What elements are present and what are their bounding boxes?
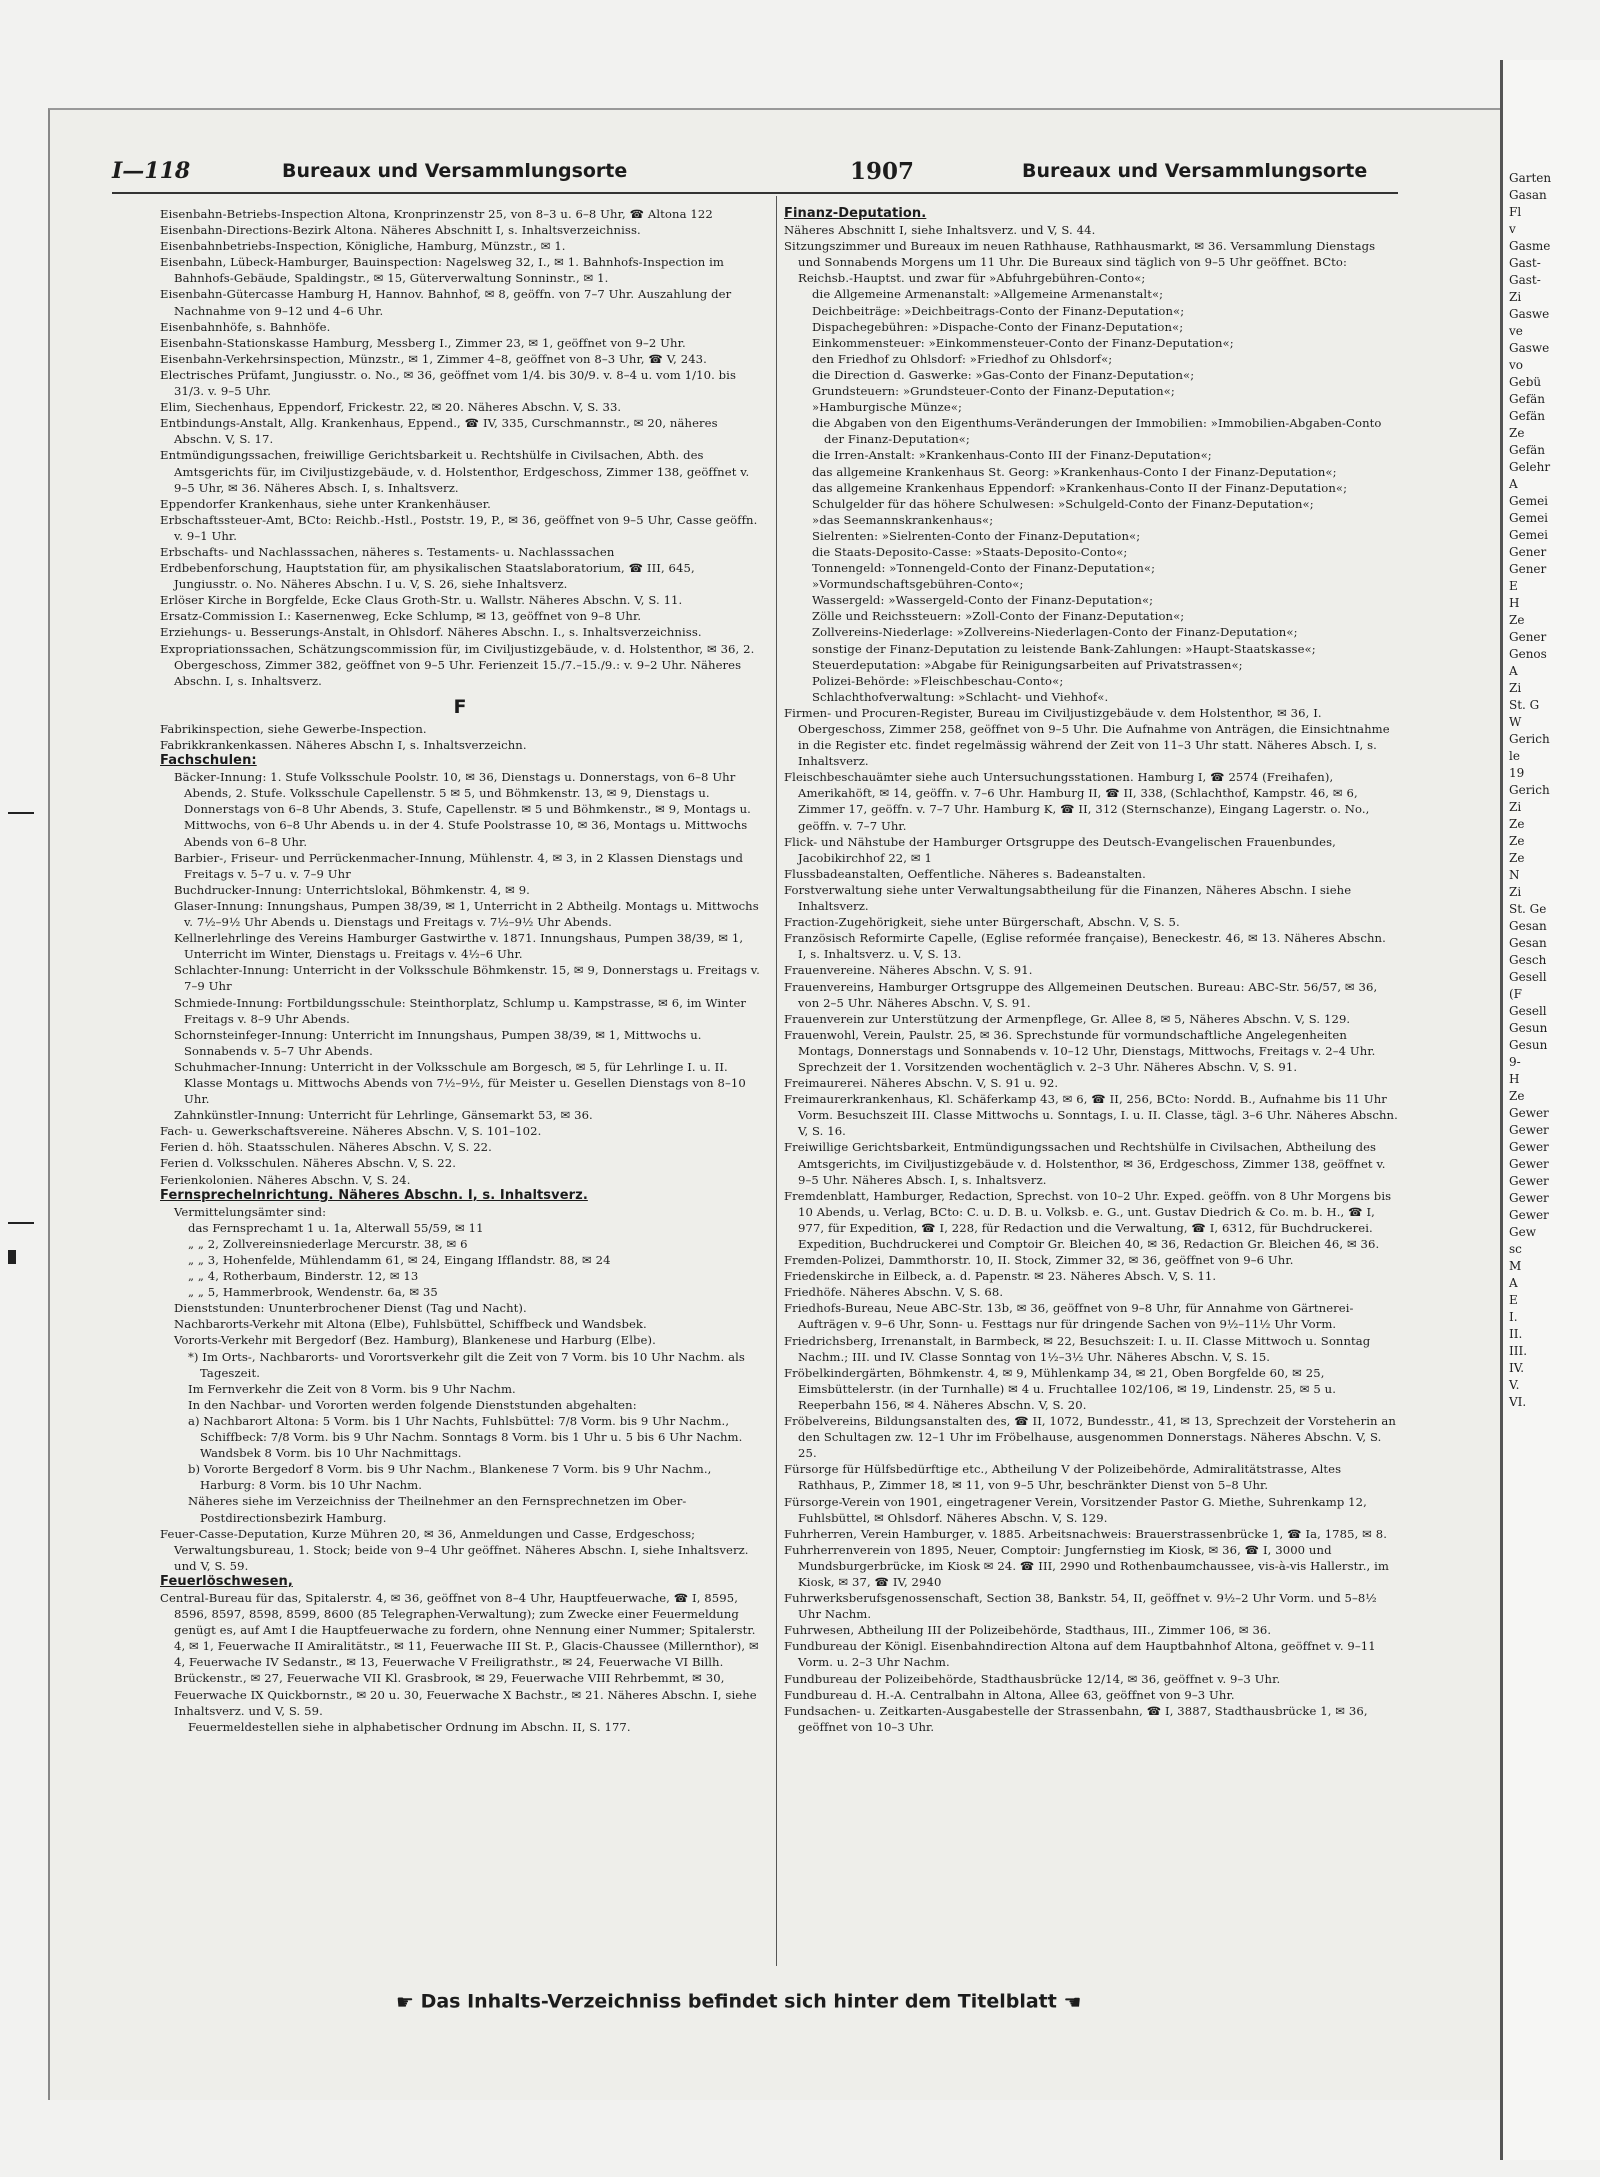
entry: »Hamburgische Münze«; — [812, 400, 962, 415]
entry: Fundbureau d. H.-A. Centralbahn in Altona, Allee 63, geöffnet von 9–3 Uhr. — [784, 1687, 1235, 1702]
entry: In den Nachbar- und Vororten werden folgende Dienststunden abgehalten: — [188, 1397, 637, 1412]
strip-fragment: Gasme — [1509, 239, 1551, 253]
entry: Erdbebenforschung, Hauptstation für, am physikalischen Staatslaboratorium, ☎ III, 645, Jungiusstr. o. No. Näheres Abschn. I u. V, S. 26, siehe Inhaltsverz. — [160, 561, 695, 592]
entry: Nachbarorts-Verkehr mit Altona (Elbe), Fuhlsbüttel, Schiffbeck und Wandsbek. — [174, 1317, 647, 1332]
entry: »das Seemannskrankenhaus«; — [812, 512, 994, 527]
strip-fragment: Gerich — [1509, 732, 1550, 746]
strip-fragment: Zi — [1509, 800, 1522, 814]
entry: Fuhrherren, Verein Hamburger, v. 1885. Arbeitsnachweis: Brauerstrassenbrücke 1, ☎ Ia, 1785, ✉ 8. — [784, 1526, 1388, 1541]
entry: Zölle und Reichssteuern: »Zoll-Conto der Finanz-Deputation«; — [812, 609, 1185, 624]
strip-fragment: 9- — [1509, 1055, 1521, 1069]
strip-fragment: Gast- — [1509, 256, 1541, 270]
strip-fragment: Gefän — [1509, 409, 1546, 423]
entry: Central-Bureau für das, Spitalerstr. 4, ✉ 36, geöffnet von 8–4 Uhr, Hauptfeuerwache, ☎ I, 8595, 8596, 8597, 8598, 8599, 8600 (85 Telegraphen-Verwaltung); zum Zwecke einer Feuermeldung genügt es, auf Amt I die Hauptfeuerwache zu fordern, ohne Nennung einer Nummer; Spitalerstr. 4, ✉ 1, Feuerwache II Amiralitätstr., ✉ 11, Feuerwache III St. P., Glacis-Chaussee (Millernthor), ✉ 4, Feuerwache IV Sedanstr., ✉ 13, Feuerwache V Freiligrathstr., ✉ 24, Feuerwache VI Billh. Brückenstr., ✉ 27, Feuerwache VII Kl. Grasbrook, ✉ 29, Feuerwache VIII Rehrbemmt, ✉ 30, Feuerwache IX Quickbornstr., ✉ 20 u. 30, Feuerwache X Bachstr., ✉ 21. Näheres Abschn. I, siehe Inhaltsverz. und V, S. 59. — [160, 1590, 759, 1718]
strip-fragment: Gesan — [1509, 919, 1547, 933]
entry: Ferien d. Volksschulen. Näheres Abschn. V, S. 22. — [160, 1156, 456, 1171]
entry: Eisenbahn-Betriebs-Inspection Altona, Kronprinzenstr 25, von 8–3 u. 6–8 Uhr, ☎ Altona 122 — [160, 207, 713, 221]
strip-fragment: Gaswe — [1509, 307, 1550, 321]
year-label: 1907 — [850, 158, 915, 185]
strip-fragment: Gesell — [1509, 1004, 1547, 1018]
entry: Kellnerlehrlinge des Vereins Hamburger Gastwirthe v. 1871. Innungshaus, Pumpen 38/39, ✉ 1, Unterricht im Winter, Dienstags u. Freitags v. 4½–6 Uhr. — [174, 931, 744, 962]
strip-fragment: Gewer — [1509, 1208, 1549, 1222]
entry: Schmiede-Innung: Fortbildungsschule: Steinthorplatz, Schlump u. Kampstrasse, ✉ 6, im Winter Freitags v. 8–9 Uhr Abends. — [174, 995, 747, 1026]
strip-fragment: Zi — [1509, 885, 1522, 899]
entry: Forstverwaltung siehe unter Verwaltungsabtheilung für die Finanzen, Näheres Abschn. I siehe Inhaltsverz. — [784, 882, 1352, 914]
entry: Erbschafts- und Nachlasssachen, näheres s. Testaments- u. Nachlasssachen — [160, 544, 615, 559]
strip-fragment: Fl — [1509, 205, 1522, 219]
page-header — [112, 158, 1492, 192]
entry: die Direction d. Gaswerke: »Gas-Conto der Finanz-Deputation«; — [812, 367, 1195, 382]
entry: „ „ 4, Rotherbaum, Binderstr. 12, ✉ 13 — [188, 1269, 419, 1284]
strip-fragment: Gemei — [1509, 528, 1549, 542]
strip-fragment: vo — [1509, 358, 1524, 372]
strip-fragment: II. — [1509, 1327, 1523, 1341]
strip-fragment: Gefän — [1509, 443, 1546, 457]
strip-fragment: Gasan — [1509, 188, 1547, 202]
strip-fragment: sc — [1509, 1242, 1522, 1256]
entry: Barbier-, Friseur- und Perrückenmacher-Innung, Mühlenstr. 4, ✉ 3, in 2 Klassen Dienstags und Freitags v. 5–7 u. v. 7–9 Uhr — [174, 850, 744, 881]
strip-fragment: ve — [1509, 324, 1523, 338]
strip-fragment: Gewer — [1509, 1140, 1549, 1154]
entry: Friedrichsberg, Irrenanstalt, in Barmbeck, ✉ 22, Besuchszeit: I. u. II. Classe Mittwoch u. Sonntag Nachm.; III. und IV. Classe Sonntag von 1½–3½ Uhr. Näheres Abschn. V, S. 15. — [784, 1333, 1371, 1364]
pointing-hand-icon: ☚ — [1063, 1990, 1082, 2014]
strip-fragment: Ze — [1509, 426, 1525, 440]
entry: sonstige der Finanz-Deputation zu leistende Bank-Zahlungen: »Haupt-Staatskasse«; — [812, 641, 1316, 656]
entry: Ersatz-Commission I.: Kasernenweg, Ecke Schlump, ✉ 13, geöffnet von 9–8 Uhr. — [160, 609, 642, 624]
entry: Fraction-Zugehörigkeit, siehe unter Bürgerschaft, Abschn. V, S. 5. — [784, 915, 1180, 930]
footer-notice — [396, 1990, 1296, 2020]
strip-fragment: le — [1509, 749, 1520, 763]
strip-fragment: Gesch — [1509, 953, 1547, 967]
entry: Schulgelder für das höhere Schulwesen: »Schulgeld-Conto der Finanz-Deputation«; — [812, 496, 1314, 511]
entry: die Irren-Anstalt: »Krankenhaus-Conto III der Finanz-Deputation«; — [812, 448, 1212, 463]
entry: Vororts-Verkehr mit Bergedorf (Bez. Hamburg), Blankenese und Harburg (Elbe). — [174, 1333, 656, 1348]
strip-fragment: Gemei — [1509, 494, 1549, 508]
strip-fragment: Garten — [1509, 171, 1552, 185]
entry: Schlachthofverwaltung: »Schlacht- und Viehhof«. — [812, 689, 1109, 704]
entry: Flussbadeanstalten, Oeffentliche. Näheres s. Badeanstalten. — [784, 866, 1146, 881]
entry: Eisenbahn, Lübeck-Hamburger, Bauinspection: Nagelsweg 32, I., ✉ 1. Bahnhofs-Inspection im Bahnhofs-Gebäude, Spaldingstr., ✉ 15, Güterverwaltung Sonninstr., ✉ 1. — [160, 255, 724, 286]
entry: das allgemeine Krankenhaus St. Georg: »Krankenhaus-Conto I der Finanz-Deputation«; — [812, 464, 1337, 479]
strip-fragment: Ze — [1509, 834, 1525, 848]
entry: Buchdrucker-Innung: Unterrichtslokal, Böhmkenstr. 4, ✉ 9. — [174, 882, 530, 897]
strip-fragment: V. — [1509, 1378, 1520, 1392]
entry: Eisenbahn-Gütercasse Hamburg H, Hannov. Bahnhof, ✉ 8, geöffn. von 7–7 Uhr. Auszahlung der Nachnahme von 9–12 und 4–6 Uhr. — [160, 287, 732, 318]
entry: „ „ 2, Zollvereinsniederlage Mercurstr. 38, ✉ 6 — [188, 1236, 468, 1251]
entry: das Fernsprechamt 1 u. 1a, Alterwall 55/59, ✉ 11 — [188, 1220, 484, 1235]
entry: Bäcker-Innung: 1. Stufe Volksschule Poolstr. 10, ✉ 36, Dienstags u. Donnerstags, von 6–8 Uhr Abends, 2. Stufe. Volksschule Capellenstr. 5 ✉ 5, und Böhmkenstr. 13, ✉ 9, Dienstags u. Donnerstags von 6–8 Uhr Abends, 3. Stufe, Capellenstr. ✉ 5 und Böhmkenstr., ✉ 9, Montags u. Mittwochs, von 6–8 Uhr Abends u. in der 4. Stufe Poolstrasse 10, ✉ 36, Montags u. Mittwochs Abends von 6–8 Uhr. — [174, 770, 751, 849]
strip-fragment: Gewer — [1509, 1123, 1549, 1137]
entry: Fuhrherrenverein von 1895, Neuer, Comptoir: Jungfernstieg im Kiosk, ✉ 36, ☎ I, 3000 und Mundsburgerbrücke, im Kiosk ✉ 24. ☎ III, 2990 und Rothenbaumchaussee, vis-à-vis Hallerstr., im Kiosk, ✉ 37, ☎ IV, 2940 — [784, 1542, 1390, 1589]
entry: Eisenbahn-Directions-Bezirk Altona. Näheres Abschnitt I, s. Inhaltsverzeichniss. — [160, 223, 641, 238]
strip-fragment: St. Ge — [1509, 902, 1547, 916]
entry: Dispachegebühren: »Dispache-Conto der Finanz-Deputation«; — [812, 319, 1184, 334]
entry: Fundbureau der Königl. Eisenbahndirection Altona auf dem Hauptbahnhof Altona, geöffnet v. 9–11 Vorm. u. 2–3 Uhr Nachm. — [784, 1639, 1376, 1670]
strip-fragment: IV. — [1509, 1361, 1525, 1375]
entry: Fach- u. Gewerkschaftsvereine. Näheres Abschn. V, S. 101–102. — [160, 1124, 542, 1139]
entry: Friedenskirche in Eilbeck, a. d. Papenstr. ✉ 23. Näheres Absch. V, S. 11. — [784, 1269, 1217, 1284]
strip-fragment: H — [1509, 596, 1520, 610]
entry: Freimaurerei. Näheres Abschn. V, S. 91 u. 92. — [784, 1076, 1059, 1091]
strip-fragment: Ze — [1509, 1089, 1525, 1103]
strip-fragment: Zi — [1509, 290, 1522, 304]
entry: den Friedhof zu Ohlsdorf: »Friedhof zu Ohlsdorf«; — [812, 351, 1113, 366]
entry: Frauenwohl, Verein, Paulstr. 25, ✉ 36. Sprechstunde für vormundschaftliche Angelegenheiten Montags, Donnerstags und Sonnabends v. 10–12 Uhr, Dienstags, Mittwochs, Freitags v. 2–4 Uhr. Sprechzeit der 1. Vorsitzenden wochentäglich v. 2–3 Uhr. Näheres Abschn. V, S. 91. — [784, 1027, 1376, 1074]
entry: Fleischbeschauämter siehe auch Untersuchungsstationen. Hamburg I, ☎ 2574 (Freihafen), Amerikahöft, ✉ 14, geöffn. v. 7–6 Uhr. Hamburg II, ☎ II, 338, (Schlachthof, Kampstr. 46, ✉ 6, Zimmer 17, geöffn. v. 7–7 Uhr. Hamburg K, ☎ II, 312 (Sternschanze), Eingang Lagerstr. o. No., geöffn. v. 7–7 Uhr. — [784, 770, 1370, 833]
strip-fragment: (F — [1509, 987, 1523, 1001]
entry: Feuer-Casse-Deputation, Kurze Mühren 20, ✉ 36, Anmeldungen und Casse, Erdgeschoss; Verwaltungsbureau, 1. Stock; beide von 9–4 Uhr geöffnet. Näheres Abschn. I, siehe Inhaltsverz. und V, S. 59. — [160, 1526, 749, 1573]
strip-fragment: St. G — [1509, 698, 1540, 712]
entry: das allgemeine Krankenhaus Eppendorf: »Krankenhaus-Conto II der Finanz-Deputation«; — [812, 480, 1348, 495]
strip-fragment: H — [1509, 1072, 1520, 1086]
entry: *) Im Orts-, Nachbarorts- und Vorortsverkehr gilt die Zeit von 7 Vorm. bis 10 Uhr Nachm. als Tageszeit. — [188, 1349, 745, 1380]
entry: Entbindungs-Anstalt, Allg. Krankenhaus, Eppend., ☎ IV, 335, Curschmannstr., ✉ 20, näheres Abschn. V, S. 17. — [160, 416, 718, 447]
entry: Eisenbahn-Stationskasse Hamburg, Messberg I., Zimmer 23, ✉ 1, geöffnet von 9–2 Uhr. — [160, 335, 686, 350]
entry: Fundsachen- u. Zeitkarten-Ausgabestelle der Strassenbahn, ☎ I, 3887, Stadthausbrücke 1, ✉ 36, geöffnet von 10–3 Uhr. — [784, 1703, 1368, 1734]
entry: Freiwillige Gerichtsbarkeit, Entmündigungssachen und Rechtshülfe in Civilsachen, Abtheilung des Amtsgerichts, im Civiljustizgebäude v. d. Holstenthor, ✉ 36, Erdgeschoss, Zimmer 138, geöffnet v. 9–5 Uhr. Näheres Absch. I, s. Inhaltsverz. — [784, 1140, 1386, 1187]
strip-fragment: v — [1509, 222, 1516, 236]
footer-text: Das Inhalts-Verzeichniss befindet sich hinter dem Titelblatt — [420, 1990, 1057, 2013]
entry: Polizei-Behörde: »Fleischbeschau-Conto«; — [812, 673, 1064, 688]
entry: Erbschaftssteuer-Amt, BCto: Reichb.-Hstl., Poststr. 19, P., ✉ 36, geöffnet von 9–5 Uhr, Casse geöffn. v. 9–1 Uhr. — [160, 512, 758, 543]
page-number: I—118 — [112, 158, 191, 184]
entry: „ „ 5, Hammerbrook, Wendenstr. 6a, ✉ 35 — [188, 1285, 438, 1300]
entry: Ferienkolonien. Näheres Abschn. V, S. 24. — [160, 1172, 411, 1187]
entry: Schornsteinfeger-Innung: Unterricht im Innungshaus, Pumpen 38/39, ✉ 1, Mittwochs u. Sonnabends v. 5–7 Uhr Abends. — [174, 1027, 702, 1058]
entry: Wassergeld: »Wassergeld-Conto der Finanz-Deputation«; — [812, 593, 1154, 608]
strip-fragment: 19 — [1509, 766, 1525, 780]
entry: Zollvereins-Niederlage: »Zollvereins-Niederlagen-Conto der Finanz-Deputation«; — [812, 625, 1298, 640]
right-running-title: Bureaux und Versammlungsorte — [1022, 160, 1368, 182]
pointing-hand-icon: ☛ — [396, 1990, 414, 2014]
entry: Fremdenblatt, Hamburger, Redaction, Sprechst. von 10–2 Uhr. Exped. geöffn. von 8 Uhr Morgens bis 10 Abends, u. Verlag, BCto: C. u. D. B. u. Volksb. e. G., unt. Gustav Diedrich & Co. m. b. H., ☎ I, 977, für Expedition, ☎ I, 228, für Redaction und die Verwaltung, ☎ I, 6312, für Buchdruckerei. Expedition, Buchdruckerei und Comptoir Gr. Bleichen 40, ✉ 36, Redaction Gr. Bleichen 46, ✉ 36. — [784, 1188, 1392, 1251]
entry: Im Fernverkehr die Zeit von 8 Vorm. bis 9 Uhr Nachm. — [188, 1381, 516, 1396]
left-running-title: Bureaux und Versammlungsorte — [282, 160, 628, 182]
entry: Einkommensteuer: »Einkommensteuer-Conto der Finanz-Deputation«; — [812, 335, 1234, 350]
entry: Flick- und Nähstube der Hamburger Ortsgruppe des Deutsch-Evangelischen Frauenbundes, Jacobikirchhof 22, ✉ 1 — [784, 834, 1336, 865]
entry: Frauenvereins, Hamburger Ortsgruppe des Allgemeinen Deutschen. Bureau: ABC-Str. 56/57, ✉ 36, von 2–5 Uhr. Näheres Abschn. V, S. 91. — [784, 979, 1378, 1010]
entry: Friedhofs-Bureau, Neue ABC-Str. 13b, ✉ 36, geöffnet von 9–8 Uhr, für Annahme von Gärtnerei-Aufträgen v. 9–6 Uhr, Sonn- u. Festtags nur für dringende Sachen von 9½–11½ Uhr Vorm. — [784, 1301, 1354, 1332]
margin-block — [8, 1250, 16, 1264]
strip-fragment: Gast- — [1509, 273, 1541, 287]
entry: Französisch Reformirte Capelle, (Eglise reformée française), Beneckestr. 46, ✉ 13. Näheres Abschn. I, s. Inhaltsverz. u. V, S. 13. — [784, 931, 1386, 962]
strip-fragment: Ze — [1509, 613, 1525, 627]
strip-fragment: Gewer — [1509, 1106, 1549, 1120]
entry: b) Vororte Bergedorf 8 Vorm. bis 9 Uhr Nachm., Blankenese 7 Vorm. bis 9 Uhr Nachm., Harburg: 8 Vorm. bis 10 Uhr Nachm. — [188, 1462, 712, 1493]
entry: Ferien d. höh. Staatsschulen. Näheres Abschn. V, S. 22. — [160, 1140, 492, 1155]
entry: Näheres siehe im Verzeichniss der Theilnehmer an den Fernsprechnetzen im Ober-Postdirectionsbezirk Hamburg. — [188, 1494, 687, 1525]
entry: Frauenvereine. Näheres Abschn. V, S. 91. — [784, 963, 1033, 978]
strip-fragment: Gener — [1509, 545, 1547, 559]
entry: Eisenbahn-Verkehrsinspection, Münzstr., ✉ 1, Zimmer 4–8, geöffnet von 8–3 Uhr, ☎ V, 243. — [160, 351, 707, 366]
strip-fragment: III. — [1509, 1344, 1528, 1358]
strip-fragment: E — [1509, 579, 1518, 593]
strip-fragment: Gesell — [1509, 970, 1547, 984]
left-margin-marks — [0, 0, 40, 2177]
entry: Fröbelvereins, Bildungsanstalten des, ☎ II, 1072, Bundesstr., 41, ✉ 13, Sprechzeit der Vorsteherin an den Schultagen zw. 12–1 Uhr im Fröbelhause, ausgenommen Donnerstags. Näheres Abschn. V, S. 25. — [784, 1414, 1396, 1461]
entry: Firmen- und Procuren-Register, Bureau im Civiljustizgebäude v. dem Holstenthor, ✉ 36, I. Obergeschoss, Zimmer 258, geöffnet von 9–5 Uhr. Die Aufnahme von Anträgen, die Einsichtnahme in die Register etc. findet regelmässig während der Zeit von 11–3 Uhr statt. Näheres Absch. I, s. Inhaltsverz. — [784, 705, 1390, 769]
entry: Fröbelkindergärten, Böhmkenstr. 4, ✉ 9, Mühlenkamp 34, ✉ 21, Oben Borgfelde 60, ✉ 25, Eimsbüttelerstr. (in der Turnhalle) ✉ 4 u. Fruchtallee 102/106, ✉ 19, Lindenstr. 25, ✉ 5 u. Reeperbahn 156, ✉ 4. Näheres Abschn. V, S. 20. — [784, 1365, 1336, 1412]
entry: Feuermeldestellen siehe in alphabetischer Ordnung im Abschn. II, S. 177. — [188, 1719, 631, 1734]
section-heading: Fachschulen: — [160, 753, 257, 769]
entry: Frauenverein zur Unterstützung der Armenpflege, Gr. Allee 8, ✉ 5, Näheres Abschn. V, S. 129. — [784, 1011, 1351, 1026]
entry: „ „ 3, Hohenfelde, Mühlendamm 61, ✉ 24, Eingang Ifflandstr. 88, ✉ 24 — [188, 1253, 611, 1267]
entry: Fundbureau der Polizeibehörde, Stadthausbrücke 12/14, ✉ 36, geöffnet v. 9–3 Uhr. — [784, 1671, 1281, 1686]
entry: Zahnkünstler-Innung: Unterricht für Lehrlinge, Gänsemarkt 53, ✉ 36. — [174, 1108, 593, 1123]
entry: Eppendorfer Krankenhaus, siehe unter Krankenhäuser. — [160, 496, 491, 511]
margin-tick — [8, 1222, 34, 1224]
strip-fragment: Gemei — [1509, 511, 1549, 525]
left-column — [160, 206, 760, 1976]
strip-fragment: Gener — [1509, 630, 1547, 644]
margin-tick — [8, 812, 34, 814]
entry: Fuhrwerksberufsgenossenschaft, Section 38, Bankstr. 54, II, geöffnet v. 9½–2 Uhr Vorm. und 5–8½ Uhr Nachm. — [784, 1591, 1377, 1622]
entry: Fremden-Polizei, Dammthorstr. 10, II. Stock, Zimmer 32, ✉ 36, geöffnet von 9–6 Uhr. — [784, 1253, 1294, 1268]
strip-fragment: A — [1509, 664, 1518, 678]
strip-fragment: Gebü — [1509, 375, 1542, 389]
section-heading: Finanz-Deputation. — [784, 206, 927, 221]
adjacent-page-strip — [1500, 60, 1600, 2160]
right-column — [784, 206, 1398, 1976]
entry: die Allgemeine Armenanstalt: »Allgemeine Armenanstalt«; — [812, 287, 1164, 302]
entry: Fürsorge-Verein von 1901, eingetragener Verein, Vorsitzender Pastor G. Miethe, Suhrenkamp 12, Fuhlsbüttel, ✉ Ohlsdorf. Näheres Abschn. V, S. 129. — [784, 1494, 1367, 1525]
entry: Erlöser Kirche in Borgfelde, Ecke Claus Groth-Str. u. Wallstr. Näheres Abschn. V, S. 11. — [160, 593, 683, 608]
header-rule — [112, 192, 1398, 194]
entry: Fabrikinspection, siehe Gewerbe-Inspection. — [160, 721, 427, 736]
entry: Expropriationssachen, Schätzungscommission für, im Civiljustizgebäude, v. d. Holstenthor, ✉ 36, 2. Obergeschoss, Zimmer 382, geöffnet von 9–5 Uhr. Ferienzeit 15./7.–15./9.: v. 9–2 Uhr. Näheres Abschn. I, s. Inhaltsverz. — [160, 641, 755, 688]
strip-fragment: E — [1509, 1293, 1518, 1307]
strip-fragment: M — [1509, 1259, 1522, 1273]
entry: Näheres Abschnitt I, siehe Inhaltsverz. und V, S. 44. — [784, 223, 1096, 238]
strip-fragment: A — [1509, 477, 1518, 491]
entry: Eisenbahnhöfe, s. Bahnhöfe. — [160, 319, 331, 334]
column-divider — [776, 196, 777, 1966]
strip-fragment: Gelehr — [1509, 460, 1551, 474]
entry: Tonnengeld: »Tonnengeld-Conto der Finanz-Deputation«; — [812, 561, 1156, 576]
strip-fragment: Gewer — [1509, 1174, 1549, 1188]
entry: Glaser-Innung: Innungshaus, Pumpen 38/39, ✉ 1, Unterricht in 2 Abtheilg. Montags u. Mittwochs v. 7½–9½ Uhr Abends u. Dienstags und Freitags v. 7½–9½ Uhr Abends. — [174, 898, 759, 930]
strip-fragment: Genos — [1509, 647, 1547, 661]
entry: Grundsteuern: »Grundsteuer-Conto der Finanz-Deputation«; — [812, 384, 1175, 399]
entry: Friedhöfe. Näheres Abschn. V, S. 68. — [784, 1285, 1004, 1300]
strip-fragment: Gaswe — [1509, 341, 1550, 355]
strip-fragment: N — [1509, 868, 1520, 882]
entry: Electrisches Prüfamt, Jungiusstr. o. No., ✉ 36, geöffnet vom 1/4. bis 30/9. v. 8–4 u. vom 1/10. bis 31/3. v. 9–5 Uhr. — [160, 367, 737, 399]
strip-fragment: Gefän — [1509, 392, 1546, 406]
entry: Vermittelungsämter sind: — [174, 1204, 327, 1219]
entry: Schuhmacher-Innung: Unterricht in der Volksschule am Borgesch, ✉ 5, für Lehrlinge I. u. II. Klasse Montags u. Mittwochs Abends von 7½–9½, für Meister u. Gesellen Dienstags von 8–10 Uhr. — [174, 1059, 746, 1107]
entry: Dienststunden: Ununterbrochener Dienst (Tag und Nacht). — [174, 1301, 527, 1316]
strip-fragment: Gener — [1509, 562, 1547, 576]
entry: Entmündigungssachen, freiwillige Gerichtsbarkeit u. Rechtshülfe in Civilsachen, Abth. des Amtsgerichts für, im Civiljustizgebäude, v. d. Holstenthor, Erdgeschoss, Zimmer 138, geöffnet v. 9–5 Uhr, ✉ 36. Näheres Absch. I, s. Inhaltsverz. — [160, 448, 750, 495]
strip-fragment: Ze — [1509, 851, 1525, 865]
strip-fragment: Gewer — [1509, 1157, 1549, 1171]
alphabet-letter: F — [453, 695, 467, 718]
entry: Schlachter-Innung: Unterricht in der Volksschule Böhmkenstr. 15, ✉ 9, Donnerstags u. Freitags v. 7–9 Uhr — [174, 963, 760, 994]
entry: a) Nachbarort Altona: 5 Vorm. bis 1 Uhr Nachts, Fuhlsbüttel: 7/8 Vorm. bis 9 Uhr Nachm., Schiffbeck: 7/8 Vorm. bis 9 Uhr Nachm. Sonntags 8 Vorm. bis 1 Uhr u. 5 bis 6 Uhr Nachm. Wandsbek 8 Vorm. bis 10 Uhr Nachmittags. — [188, 1413, 743, 1461]
entry: Fuhrwesen, Abtheilung III der Polizeibehörde, Stadthaus, III., Zimmer 106, ✉ 36. — [784, 1623, 1272, 1638]
entry: Fürsorge für Hülfsbedürftige etc., Abtheilung V der Polizeibehörde, Admiralitätstrasse, Altes Rathhaus, P., Zimmer 18, ✉ 11, von 9–5 Uhr, beschränkter Dienst von 5–8 Uhr. — [784, 1462, 1342, 1493]
strip-fragment: W — [1509, 715, 1522, 729]
strip-fragment: Gesan — [1509, 936, 1547, 950]
entry: Sielrenten: »Sielrenten-Conto der Finanz-Deputation«; — [812, 528, 1141, 543]
section-heading: Feuerlöschwesen, — [160, 1573, 293, 1589]
entry: Erziehungs- u. Besserungs-Anstalt, in Ohlsdorf. Näheres Abschn. I., s. Inhaltsverzeichniss. — [160, 625, 702, 640]
entry: »Vormundschaftsgebühren-Conto«; — [812, 577, 1024, 592]
entry: die Abgaben von den Eigenthums-Veränderungen der Immobilien: »Immobilien-Abgaben-Conto der Finanz-Deputation«; — [812, 416, 1382, 447]
strip-fragment: A — [1509, 1276, 1518, 1290]
strip-fragment: Zi — [1509, 681, 1522, 695]
strip-fragment: Gesun — [1509, 1021, 1548, 1035]
entry: Fabrikkrankenkassen. Näheres Abschn I, s. Inhaltsverzeichn. — [160, 738, 527, 752]
entry: Eisenbahnbetriebs-Inspection, Königliche, Hamburg, Münzstr., ✉ 1. — [160, 239, 566, 254]
entry: Steuerdeputation: »Abgabe für Reinigungsarbeiten auf Privatstrassen«; — [812, 657, 1243, 672]
entry: Sitzungszimmer und Bureaux im neuen Rathhause, Rathhausmarkt, ✉ 36. Versammlung Dienstags und Sonnabends Morgens um 11 Uhr. Die Bureaux sind täglich von 9–5 Uhr geöffnet. BCto: Reichsb.-Hauptst. und zwar für »Abfuhrgebühren-Conto«; — [784, 239, 1376, 286]
strip-fragment: Ze — [1509, 817, 1525, 831]
strip-fragment: Gesun — [1509, 1038, 1548, 1052]
strip-fragment: Gerich — [1509, 783, 1550, 797]
entry: Freimaurerkrankenhaus, Kl. Schäferkamp 43, ✉ 6, ☎ II, 256, BCto: Nordd. B., Aufnahme bis 11 Uhr Vorm. Besuchszeit III. Classe Mittwochs u. Sonntags, I. u. II. Classe, tägl. 3–6 Uhr. Näheres Abschn. V, S. 16. — [784, 1092, 1398, 1139]
strip-fragment: VI. — [1509, 1395, 1527, 1409]
entry: Elim, Siechenhaus, Eppendorf, Frickestr. 22, ✉ 20. Näheres Abschn. V, S. 33. — [160, 400, 622, 415]
entry: Deichbeiträge: »Deichbeitrags-Conto der Finanz-Deputation«; — [812, 303, 1185, 318]
section-heading: Fernsprechelnrichtung. Näheres Abschn. I, s. Inhaltsverz. — [160, 1187, 588, 1203]
strip-fragment: Gewer — [1509, 1191, 1549, 1205]
strip-fragment: I. — [1509, 1310, 1518, 1324]
entry: die Staats-Deposito-Casse: »Staats-Deposito-Conto«; — [812, 544, 1128, 559]
strip-fragment: Gew — [1509, 1225, 1536, 1239]
